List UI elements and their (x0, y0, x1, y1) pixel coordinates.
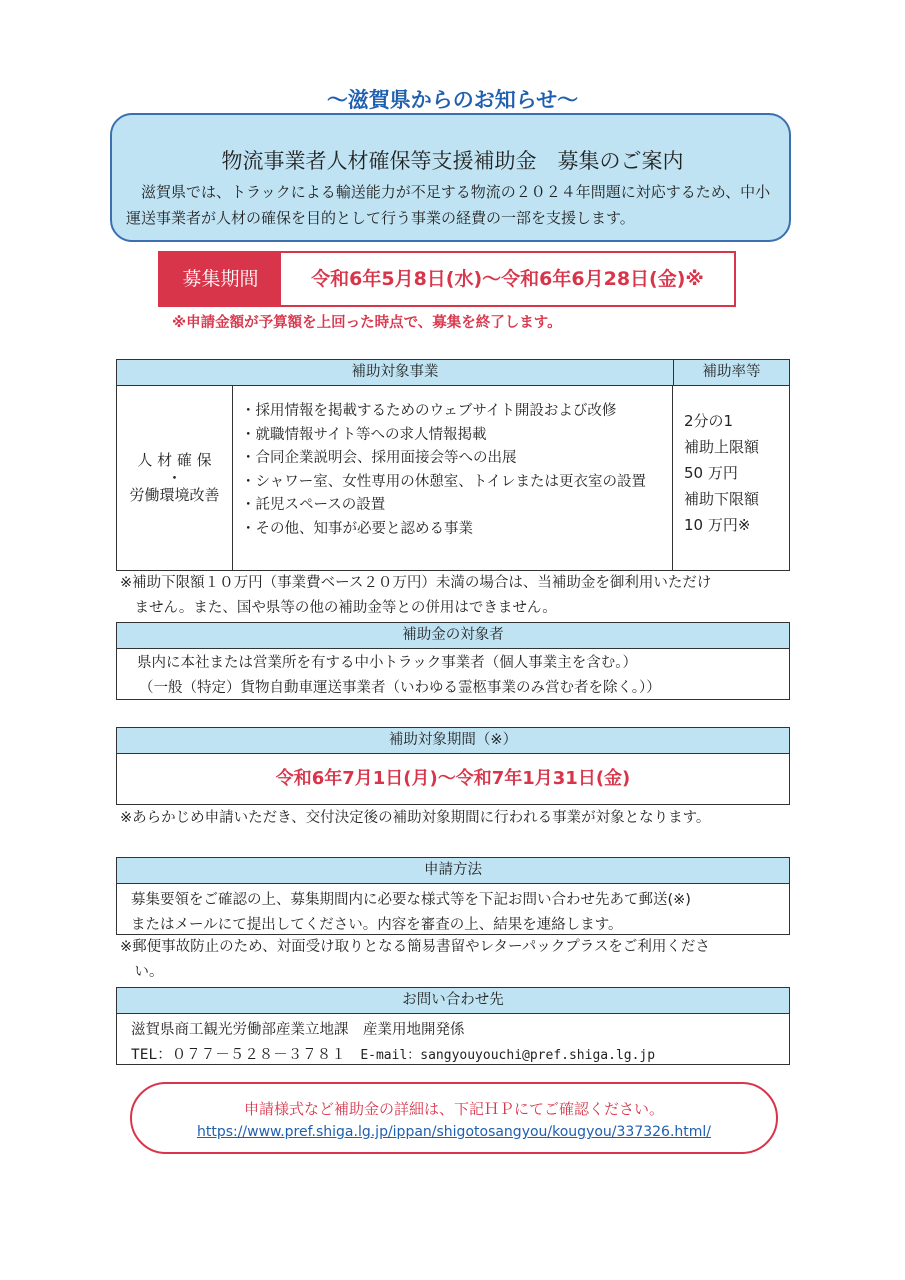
apply-section (116, 857, 790, 935)
term-note: ※あらかじめ申請いただき、交付決定後の補助対象期間に行われる事業が対象となります。 (120, 810, 711, 826)
contact-dept: 滋賀県商工観光労働部産業立地課 産業用地開発係 (131, 1022, 465, 1038)
project-list (233, 386, 673, 570)
category-cell (117, 386, 233, 570)
rate-line: 補助上限額 (684, 438, 760, 456)
homepage-link[interactable]: https://www.pref.shiga.lg.jp/ippan/shigotosangyou/kougyou/337326.html/ (196, 1124, 712, 1140)
rate-line: 10 万円※ (684, 516, 751, 534)
contact-email[interactable]: E-mail：sangyouyouchi@pref.shiga.lg.jp (360, 1048, 656, 1063)
note-line: ※郵便事故防止のため、対面受け取りとなる簡易書留やレターパックプラスをご利用くださ (120, 939, 710, 955)
recruitment-period-label: 募集期間 (160, 253, 281, 305)
list-item: ・就職情報サイト等への求人情報掲載 (241, 426, 487, 443)
page-title: 物流事業者人材確保等支援補助金 募集のご案内 (221, 149, 684, 173)
list-item: ・その他、知事が必要と認める事業 (241, 520, 473, 537)
apply-line: 募集要領をご確認の上、募集期間内に必要な様式等を下記お問い合わせ先あて郵送(※) (131, 892, 691, 908)
table-header-rate: 補助率等 (674, 360, 789, 386)
eligible-line: （一般（特定）貨物自動車運送事業者（いわゆる霊柩事業のみ営む者を除く。）） (139, 680, 661, 696)
note-line: ません。また、国や県等の他の補助金等との併用はできません。 (134, 600, 557, 616)
term-value: 令和6年7月1日(月)～令和7年1月31日(金) (275, 768, 631, 789)
section-header: 申請方法 (117, 858, 789, 884)
eligible-line: 県内に本社または営業所を有する中小トラック事業者（個人事業主を含む。） (137, 655, 637, 671)
contact-section (116, 987, 790, 1065)
eligible-section (116, 622, 790, 700)
section-header: 補助対象期間（※） (117, 728, 789, 754)
note-line: い。 (134, 964, 164, 980)
contact-tel: TEL：０７７－５２８－３７８１ (131, 1047, 346, 1063)
recruitment-period-box (158, 251, 736, 307)
list-item: ・託児スペースの設置 (241, 497, 386, 513)
homepage-box (130, 1082, 778, 1154)
category-dot: ・ (166, 469, 182, 487)
table-header-projects: 補助対象事業 (117, 360, 674, 386)
grant-note (120, 571, 800, 621)
section-header: 補助金の対象者 (117, 623, 789, 649)
grant-table (116, 359, 790, 571)
rate-line: 補助下限額 (684, 490, 760, 508)
note-line: ※補助下限額１０万円（事業費ベース２０万円）未満の場合は、当補助金を御利用いただけ (120, 575, 712, 591)
category-line: 労働環境改善 (129, 486, 220, 504)
list-item: ・採用情報を掲載するためのウェブサイト開設および改修 (241, 403, 617, 419)
intro-box (110, 113, 791, 242)
apply-note (120, 935, 800, 985)
rate-line: 2分の1 (684, 412, 734, 430)
term-section (116, 727, 790, 805)
notice-heading: ～滋賀県からのお知らせ～ (326, 88, 579, 112)
list-item: ・シャワー室、女性専用の休憩室、トイレまたは更衣室の設置 (241, 473, 646, 490)
apply-line: またはメールにて提出してください。内容を審査の上、結果を連絡します。 (131, 917, 623, 933)
recruitment-period-value: 令和6年5月8日(水)～令和6年6月28日(金)※ (311, 268, 704, 290)
intro-text: 滋賀県では、トラックによる輸送能力が不足する物流の２０２４年問題に対応するため、中小運送事業者が人材の確保を目的として行う事業の経費の一部を支援します。 (126, 183, 771, 227)
rate-line: 50 万円 (684, 464, 738, 482)
rate-cell (674, 386, 789, 570)
section-header: お問い合わせ先 (117, 988, 789, 1014)
recruitment-note: ※申請金額が予算額を上回った時点で、募集を終了します。 (172, 315, 562, 331)
homepage-text: 申請様式など補助金の詳細は、下記ＨＰにてご確認ください。 (243, 1100, 664, 1118)
category-line: 人 材 確 保 (137, 451, 212, 469)
list-item: ・合同企業説明会、採用面接会等への出展 (241, 450, 517, 466)
